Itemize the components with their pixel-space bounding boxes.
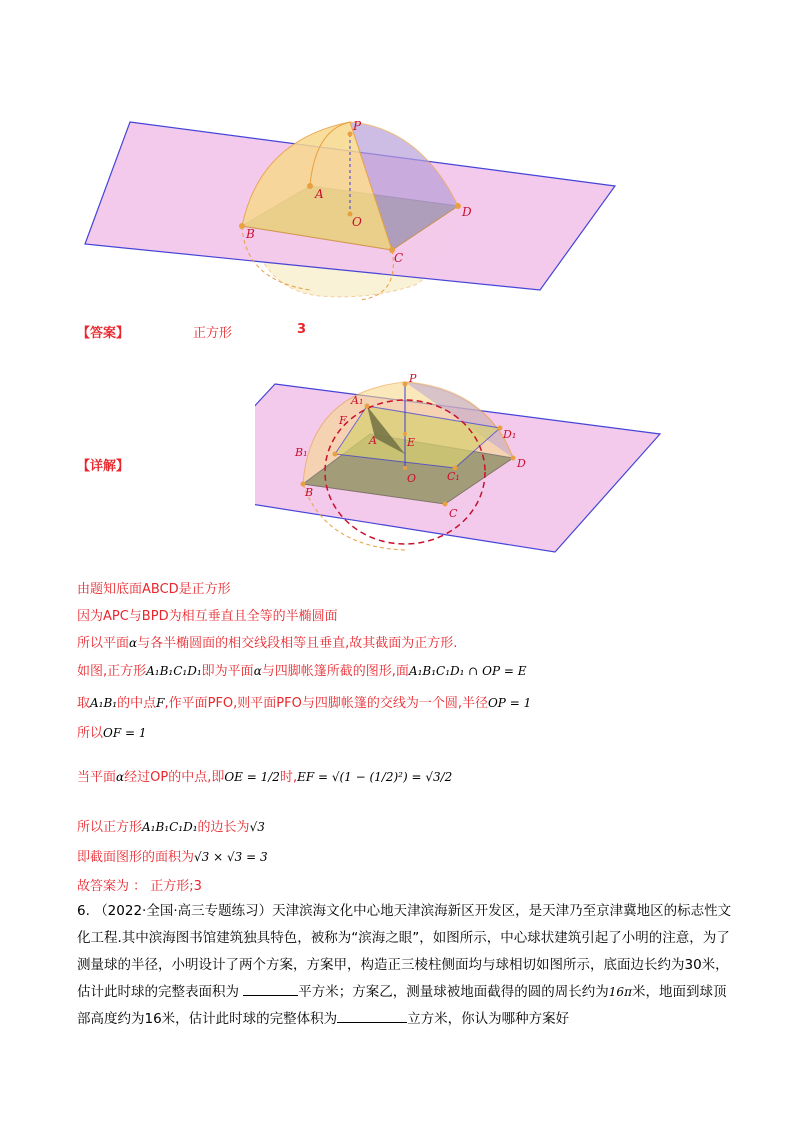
math: √3 × √3 = 3 [194, 850, 268, 864]
solution-line [77, 632, 457, 651]
tent-figure-1 [70, 110, 630, 310]
point-label: D₁ [503, 428, 517, 441]
text: 即截面图形的面积为 [77, 850, 195, 865]
point-label: P [409, 372, 417, 385]
text: 所以正方形 [77, 820, 143, 835]
text: 如图,正方形 [77, 664, 147, 679]
point-label: D [517, 457, 526, 470]
question-source: （2022·全国·高三专题练习） [94, 903, 273, 919]
point-label: D [462, 205, 472, 219]
text: 所以平面 [77, 636, 130, 651]
point-label: C [394, 251, 404, 265]
math: α [253, 664, 262, 678]
solution-line [77, 660, 527, 679]
point-label: A [315, 187, 324, 201]
solution-line: 由题知底面ABCD是正方形 [77, 582, 231, 597]
text: ,作平面PFO,则平面PFO与四脚帐篷的交线为一个圆,半径 [164, 696, 488, 711]
math: α [116, 770, 125, 784]
answer-blank[interactable] [337, 1009, 407, 1023]
math: EF = √(1 − (1/2)²) = √3/2 [297, 770, 453, 784]
point-label: A [369, 434, 377, 447]
math: A₁B₁C₁D₁ ∩ OP = E [408, 664, 527, 678]
math: α [129, 636, 138, 650]
solution-line [77, 766, 452, 785]
point-label: B [305, 486, 314, 499]
solution-line [77, 692, 531, 711]
question-text: 平方米；方案乙，测量球被地面截得的圆的周长约为 [298, 984, 609, 1000]
solution-line [77, 846, 268, 865]
answer-blank[interactable] [243, 982, 298, 996]
text: 的中点 [117, 696, 157, 711]
math: √3 [249, 820, 265, 834]
point-label: F [339, 414, 347, 427]
math: OF = 1 [103, 726, 147, 740]
text: 所以 [77, 726, 104, 741]
question-text: 米，地面到球顶部高度约为16米，估计此时球的完整体积为 [77, 984, 727, 1027]
math: 16π [608, 985, 632, 999]
tent-figure-2 [255, 372, 675, 557]
solution-line [77, 722, 147, 741]
point-label: E [407, 436, 416, 449]
point-label: C₁ [447, 470, 460, 483]
math: F [156, 696, 165, 710]
point-label: A₁ [351, 394, 364, 407]
solution-line [77, 816, 265, 835]
point-label: B₁ [295, 446, 308, 459]
question-6 [77, 898, 737, 1033]
question-text: 天津滨海文化中心地天津滨海新区开发区，是天津乃至京津冀地区的标志性文化工程.其中滨海图书馆建筑独具特色，被称为“滨海之眼”，如图所示，中心球状建筑引起了小明的注意，为了测量球的半径，小明设计了两个方案，方案甲，构造正三棱柱侧面均与球相切如图所示，底面边长约为30米，估计此时球的完整表面积为 [77, 903, 732, 1000]
solution-line: 因为APC与BPD为相互垂直且全等的半椭圆面 [77, 609, 338, 624]
point-label: O [352, 215, 362, 229]
point-label: C [449, 507, 458, 520]
text: 即为平面 [201, 664, 254, 679]
solution-line: 故答案为 ： 正方形;3 [77, 879, 202, 894]
text: 的边长为 [197, 820, 250, 835]
text: 与各半椭圆面的相交线段相等且垂直,故其截面为正方形. [137, 636, 458, 651]
math: A₁B₁C₁D₁ [142, 820, 198, 834]
detail-tag: 【详解】 [77, 459, 130, 474]
text: 时, [279, 770, 298, 785]
answer-shape: 正方形 [193, 326, 233, 341]
question-number: 6. [77, 903, 90, 919]
math: A₁B₁C₁D₁ [146, 664, 202, 678]
answer-value: 3 [297, 322, 307, 337]
text: 取 [77, 696, 91, 711]
math: A₁B₁ [90, 696, 118, 710]
text: 与四脚帐篷所截的图形,面 [261, 664, 409, 679]
point-label: B [246, 227, 255, 241]
text: 当平面 [77, 770, 117, 785]
answer-tag: 【答案】 [77, 326, 130, 341]
math: OE = 1/2 [224, 770, 280, 784]
math: OP = 1 [487, 696, 532, 710]
point-label: P [353, 119, 362, 133]
point-label: O [407, 472, 417, 485]
text: 经过OP的中点,即 [124, 770, 225, 785]
question-text: 立方米，你认为哪种方案好 [407, 1011, 570, 1027]
